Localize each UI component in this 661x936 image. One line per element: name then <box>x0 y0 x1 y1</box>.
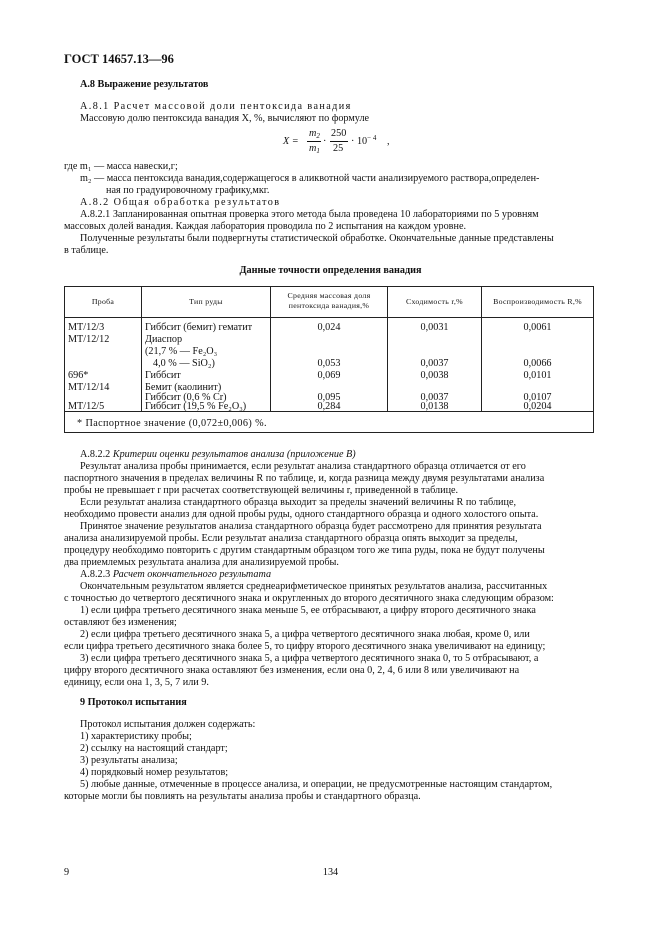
protocol-list-item: 4) порядковый номер результатов; <box>80 767 229 778</box>
section-a822-heading: А.8.2.2 Критерии оценки результатов анализа (приложение В) <box>80 449 356 460</box>
cell-mean-mass: 0,069 <box>317 370 341 381</box>
fraction-bar <box>330 141 348 142</box>
cell-ore-type: Гиббсит (0,6 % Cr) <box>145 392 227 403</box>
cell-ore-type: Гиббсит (бемит) гематит <box>145 322 253 333</box>
cell-ore-type: (21,7 % — Fe₂O₃ <box>145 346 218 357</box>
document-code: ГОСТ 14657.13—96 <box>64 52 174 66</box>
formula-m2: $m_2$ <box>309 128 320 140</box>
cell-mean-mass: 0,284 <box>317 401 341 412</box>
para-a822-line: Если результат анализа стандартного образца выходит за пределы значений величины R по таблице, <box>80 497 517 508</box>
where-m1: где m₁ — масса навески,г; <box>64 161 178 172</box>
cell-sample: МТ/12/12 <box>68 334 110 345</box>
cell-mean-mass: 0,095 <box>317 392 341 403</box>
para-a823-line: Окончательным результатом является среднеарифметическое принятых результатов анализа, рассчитанных <box>80 581 548 592</box>
para-a822-line: два приемлемых результата анализа для анализируемой пробы. <box>64 557 339 568</box>
section-9-intro: Протокол испытания должен содержать: <box>80 719 256 730</box>
para-a821-line2: массовых долей ванадия. Каждая лаборатория проводила по 2 испытания на каждом уровне. <box>64 221 467 232</box>
cell-sample: 696* <box>68 370 89 381</box>
cell-mean-mass: 0,024 <box>317 322 341 333</box>
para-a822-line: Принятое значение результатов анализа стандартного образца будет рассмотрено для принятия результата <box>80 521 542 532</box>
cell-repeatability: 0,0037 <box>420 392 449 403</box>
table-footnote: * Паспортное значение (0,072±0,006) %. <box>77 418 267 429</box>
formula-den: 25 <box>333 143 344 154</box>
cell-reproducibility: 0,0101 <box>523 370 552 381</box>
para-a823-line: если цифра третьего десятичного знака более 5, то цифру второго десятичного знака увеличивают на единицу; <box>64 641 546 652</box>
where-m2: m₂ — масса пентоксида ванадия,содержащегося в аликвотной части анализируемого раствора,определен- <box>80 173 540 184</box>
section-a823-heading: А.8.2.3 Расчет окончательного результата <box>80 569 272 580</box>
cell-ore-type: 4,0 % — SiO₂) <box>153 358 215 369</box>
para-a822-line: анализа анализируемой пробы. Если результат анализа стандартного образца опять выходит за пределы, <box>64 533 518 544</box>
protocol-list-item: 1) характеристику пробы; <box>80 731 192 742</box>
para-a822-line: пробы не превышает r при расчетах соответствующей величины r, приведенной в таблице. <box>64 485 459 496</box>
where-m2-cont: ная по градуировочному графику,мкг. <box>106 185 270 196</box>
th-reproducibility: Воспроизводимость R,% <box>493 297 582 306</box>
para-a823-line: 2) если цифра третьего десятичного знака 5, а цифра четвертого десятичного знака любая, кроме 0, или <box>80 629 530 640</box>
cell-reproducibility: 0,0066 <box>523 358 552 369</box>
para-a823-line: 3) если цифра третьего десятичного знака 5, а цифра четвертого десятичного знака 0, то 5 отбрасывают, а <box>80 653 539 664</box>
protocol-list-item-cont: которые могли бы повлиять на результаты анализа пробы и стандартного образца. <box>64 791 421 802</box>
formula-times: · <box>323 136 327 147</box>
precision-table <box>64 286 594 433</box>
para-a821-line4: в таблице. <box>64 245 109 256</box>
formula-m1: $m_1$ <box>309 143 320 155</box>
para-a823-line: 1) если цифра третьего десятичного знака меньше 5, ее отбрасывают, а цифру второго десятичного знака <box>80 605 536 616</box>
cell-ore-type: Гиббсит <box>145 370 181 381</box>
cell-reproducibility: 0,0061 <box>523 322 552 333</box>
protocol-list-item: 3) результаты анализа; <box>80 755 178 766</box>
section-a8-title: А.8 Выражение результатов <box>80 79 209 90</box>
formula <box>283 127 423 157</box>
cell-ore-type: Гиббсит (19,5 % Fe₂O₃) <box>145 401 247 412</box>
cell-sample: МТ/12/14 <box>68 382 110 393</box>
para-a823-line: с точностью до четвертого десятичного знака и округленных до второго десятичного знака следующим образом: <box>64 593 554 604</box>
formula-power: · $10^{- 4}$ <box>351 134 377 147</box>
table-header-divider <box>65 317 593 318</box>
formula-num: 250 <box>331 128 347 139</box>
protocol-list-item: 2) ссылку на настоящий стандарт; <box>80 743 228 754</box>
cell-sample: МТ/12/5 <box>68 401 105 412</box>
section-a81-heading: А.8.1 Расчет массовой доли пентоксида ванадия <box>80 101 352 112</box>
formula-lhs: X = <box>283 136 299 147</box>
para-a823-line: единицу, если она 1, 3, 5, 7 или 9. <box>64 677 209 688</box>
para-a821-line1: А.8.2.1 Запланированная опытная проверка этого метода была проведена 10 лабораториями по 5 уровням <box>80 209 539 220</box>
page-number-center: 134 <box>322 867 339 878</box>
cell-sample: МТ/12/3 <box>68 322 105 333</box>
cell-repeatability: 0,0037 <box>420 358 449 369</box>
para-a822-line: Результат анализа пробы принимается, если результат анализа стандартного образца отличается от его <box>80 461 526 472</box>
para-a822-line: необходимо провести анализ для одной пробы руды, одного стандартного образца и одного холостого опыта. <box>64 509 539 520</box>
fraction-bar <box>307 141 321 142</box>
cell-repeatability: 0,0038 <box>420 370 449 381</box>
cell-reproducibility: 0,0107 <box>523 392 552 403</box>
section-9-title: 9 Протокол испытания <box>80 697 187 708</box>
section-a81-text: Массовую долю пентоксида ванадия X, %, вычисляют по формуле <box>80 113 370 124</box>
cell-repeatability: 0,0031 <box>420 322 449 333</box>
protocol-list-item: 5) любые данные, отмеченные в процессе анализа, и операции, не предусмотренные настоящим стандартом, <box>80 779 553 790</box>
th-mean-mass: Средняя массовая доля пентоксида ванадия,% <box>287 291 371 310</box>
table-caption: Данные точности определения ванадия <box>239 265 422 276</box>
cell-ore-type: Бемит (каолинит) <box>145 382 222 393</box>
section-a82-heading: А.8.2 Общая обработка результатов <box>80 197 281 208</box>
para-a822-line: паспортного значения в пределах величины R по таблице, и, когда разница между двумя результатами анализа <box>64 473 545 484</box>
cell-reproducibility: 0,0204 <box>523 401 552 412</box>
formula-tail: , <box>387 136 390 147</box>
para-a823-line: оставляют без изменения; <box>64 617 177 628</box>
cell-ore-type: Диаспор <box>145 334 183 345</box>
th-repeatability: Сходимость r,% <box>406 297 463 306</box>
para-a823-line: цифру второго десятичного знака оставляют без изменения, если она 0, 2, 4, 6 или 8 или увеличивают на <box>64 665 520 676</box>
para-a822-line: процедуру необходимо повторить с другим стандартным образцом того же типа руды, пока не будут получены <box>64 545 545 556</box>
th-sample: Проба <box>91 297 115 306</box>
th-ore-type: Тип руды <box>189 297 223 306</box>
cell-mean-mass: 0,053 <box>317 358 341 369</box>
para-a821-line3: Полученные результаты были подвергнуты статистической обработке. Окончательные данные представлены <box>80 233 554 244</box>
page-number-left: 9 <box>64 867 70 878</box>
cell-repeatability: 0,0138 <box>420 401 449 412</box>
